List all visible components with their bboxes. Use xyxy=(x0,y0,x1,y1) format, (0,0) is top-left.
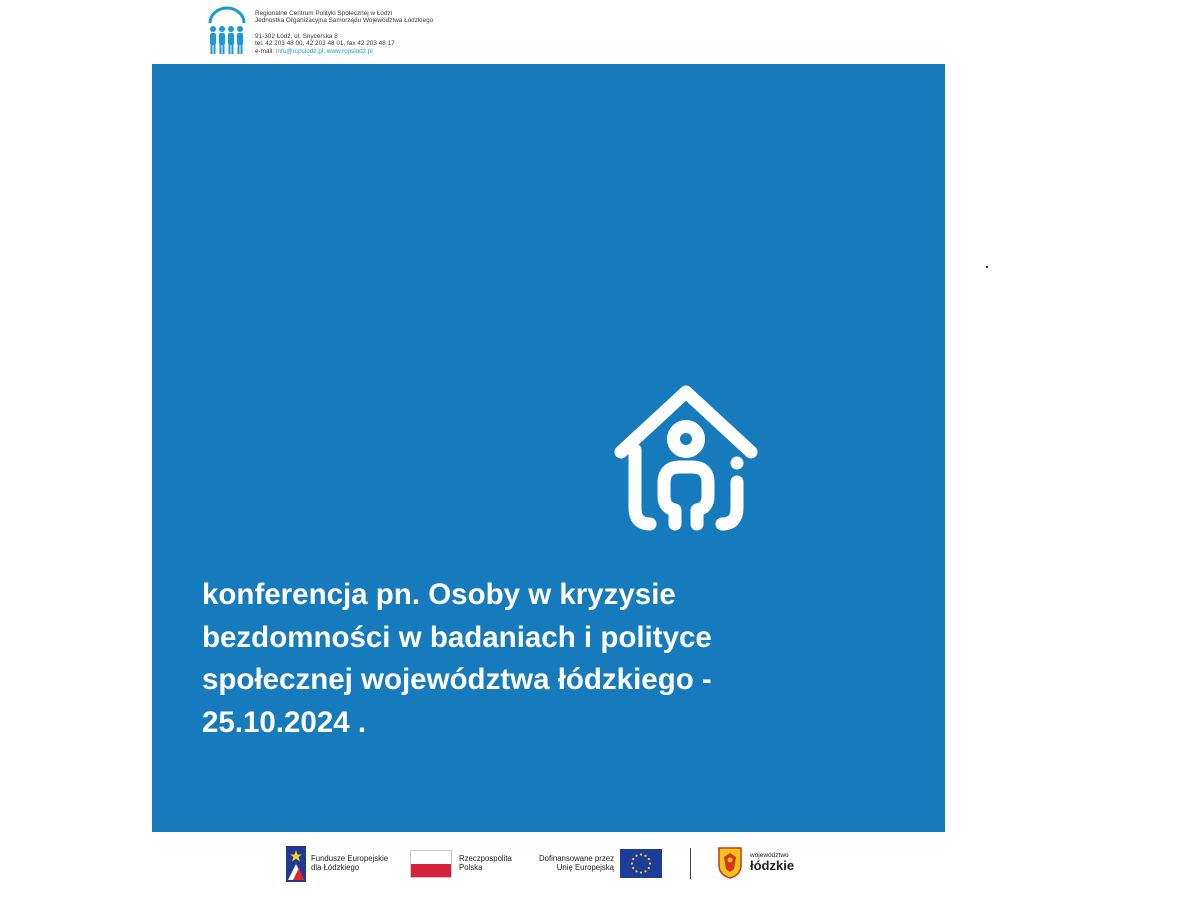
fe-label xyxy=(311,854,388,872)
eu-star xyxy=(649,862,651,864)
email-label: e-mail: xyxy=(255,47,275,55)
conference-headline: konferencja pn. Osoby w kryzysie bezdomności w badaniach i polityce społecznej województwa łódzkiego - 25.10.2024 . xyxy=(202,578,712,739)
eu-star xyxy=(635,855,637,857)
letterhead-text xyxy=(255,10,433,55)
eu-star xyxy=(640,871,642,873)
fe-label-line2: dla Łódzkiego xyxy=(311,863,360,872)
fe-label-line1: Fundusze Europejskie xyxy=(311,854,389,863)
pl-label xyxy=(459,854,512,872)
stray-dot xyxy=(986,266,988,268)
funding-logos-bar xyxy=(0,838,1200,898)
org-phone: tel. 42 203 48 00, 42 203 48 01, fax 42 203 48 17 xyxy=(255,40,395,48)
eu-flag-icon xyxy=(620,849,662,878)
org-address: 91-302 Łódź, ul. Snycerska 8 xyxy=(255,32,338,40)
rcps-logo-icon xyxy=(205,6,249,56)
region-small-label: województwo xyxy=(750,852,789,859)
fe-logo-icon xyxy=(286,846,306,882)
logo-divider xyxy=(690,848,691,879)
eu-star xyxy=(632,867,634,869)
eu-star xyxy=(640,853,642,855)
region-big-label: łódzkie xyxy=(750,858,795,873)
eu-star xyxy=(644,855,646,857)
pl-label-line1: Rzeczpospolita xyxy=(459,854,512,863)
org-email-line xyxy=(255,48,433,55)
org-subtitle: Jednostka Organizacyjna Samorządu Województwa Łódzkiego xyxy=(255,17,434,25)
eu-label-line1: Dofinansowane przez xyxy=(539,854,614,863)
eu-star xyxy=(648,858,650,860)
eu-star xyxy=(644,870,646,872)
lodzkie-crest-icon xyxy=(718,847,742,879)
announcement-panel xyxy=(152,64,945,832)
eu-star xyxy=(648,867,650,869)
email-links[interactable]: info@rcpslodz.pl; www.rcpslodz.pl xyxy=(275,47,373,55)
polish-flag-icon xyxy=(410,850,452,878)
org-name: Regionalne Centrum Polityki Społecznej w Łodzi xyxy=(255,10,393,17)
eu-star xyxy=(632,858,634,860)
house-person-icon xyxy=(610,380,762,532)
letterhead xyxy=(205,6,525,60)
eu-label xyxy=(532,854,614,872)
pl-label-line2: Polska xyxy=(459,863,483,872)
eu-label-line2: Unię Europejską xyxy=(556,863,614,872)
eu-star xyxy=(635,870,637,872)
eu-star xyxy=(631,862,633,864)
